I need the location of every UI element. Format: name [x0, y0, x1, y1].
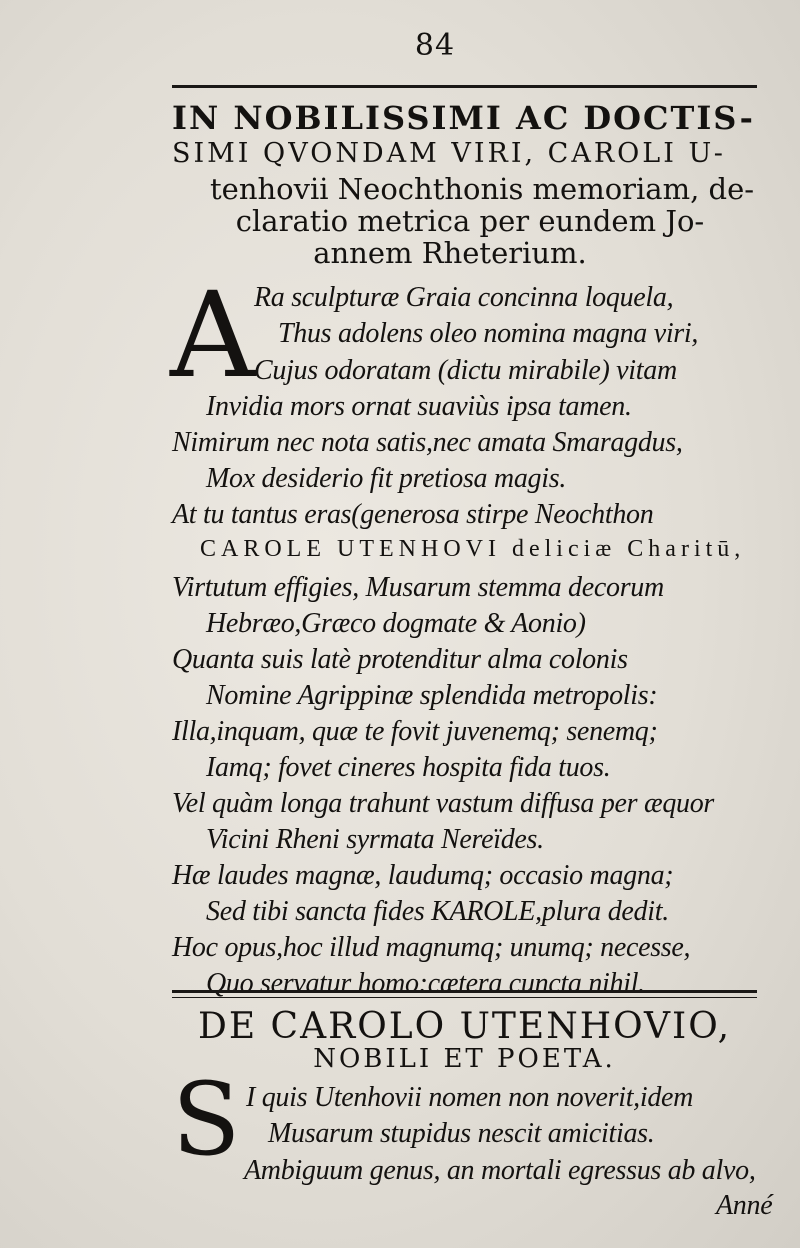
title-line-4: claratio metrica per eundem Jo-: [235, 204, 705, 238]
verse-line: Thus adolens oleo nomina magna viri,: [278, 318, 699, 349]
verse-line: Nomine Agrippinæ splendida metropolis:: [206, 680, 658, 711]
verse-line: Hebræo,Græco dogmate & Aonio): [206, 608, 586, 639]
verse-line: Hæ laudes magnæ, laudumq; occasio magna;: [172, 860, 674, 891]
verse-line: I quis Utenhovii nomen non noverit,idem: [246, 1082, 694, 1113]
drop-cap-s: S: [172, 1061, 241, 1178]
title-line-1: IN NOBILISSIMI AC DOCTIS-: [172, 99, 755, 137]
verse-line: Virtutum effigies, Musarum stemma decorum: [172, 572, 664, 603]
verse-line: Quanta suis latè protenditur alma colonis: [172, 644, 628, 675]
verse-line: Vel quàm longa trahunt vastum diffusa per æquor: [172, 788, 715, 819]
poem2-title: DE CAROLO UTENHOVIO,: [197, 1006, 732, 1047]
verse-line: Iamq; fovet cineres hospita fida tuos.: [206, 752, 611, 783]
catchword: Anné: [716, 1190, 773, 1221]
verse-line: Ra sculpturæ Graia concinna loquela,: [254, 282, 674, 313]
poem2-subtitle: NOBILI ET POETA.: [313, 1044, 616, 1074]
verse-line: Illa,inquam, quæ te fovit juvenemq; senemq;: [172, 716, 658, 747]
verse-line: Mox desiderio fit pretiosa magis.: [206, 463, 567, 494]
verse-line: Quo servatur homo:cætera cuncta nihil.: [206, 968, 645, 999]
section-rule: [172, 990, 757, 998]
verse-line: CAROLE UTENHOVI deliciæ Charitū,: [200, 536, 746, 562]
verse-line: Musarum stupidus nescit amicitias.: [268, 1118, 655, 1149]
verse-line: Hoc opus,hoc illud magnumq; unumq; necesse,: [172, 932, 691, 963]
verse-line: At tu tantus eras(generosa stirpe Neochthon: [172, 499, 654, 530]
verse-line: Vicini Rheni syrmata Nereïdes.: [206, 824, 544, 855]
verse-line: Ambiguum genus, an mortali egressus ab alvo,: [244, 1155, 756, 1186]
page-number: 84: [414, 28, 456, 63]
verse-line: Sed tibi sancta fides KAROLE,plura dedit.: [206, 896, 669, 927]
title-line-3: tenhovii Neochthonis memoriam, de-: [210, 172, 755, 206]
verse-line: Cujus odoratam (dictu mirabile) vitam: [254, 355, 677, 386]
title-line-5: annem Rheterium.: [313, 236, 587, 270]
verse-line: Nimirum nec nota satis,nec amata Smaragdus,: [172, 427, 683, 458]
top-rule: [172, 85, 757, 88]
title-line-2: SIMI QVONDAM VIRI, CAROLI U-: [172, 138, 726, 169]
drop-cap-a: A: [170, 266, 256, 404]
verse-line: Invidia mors ornat suaviùs ipsa tamen.: [206, 391, 632, 422]
